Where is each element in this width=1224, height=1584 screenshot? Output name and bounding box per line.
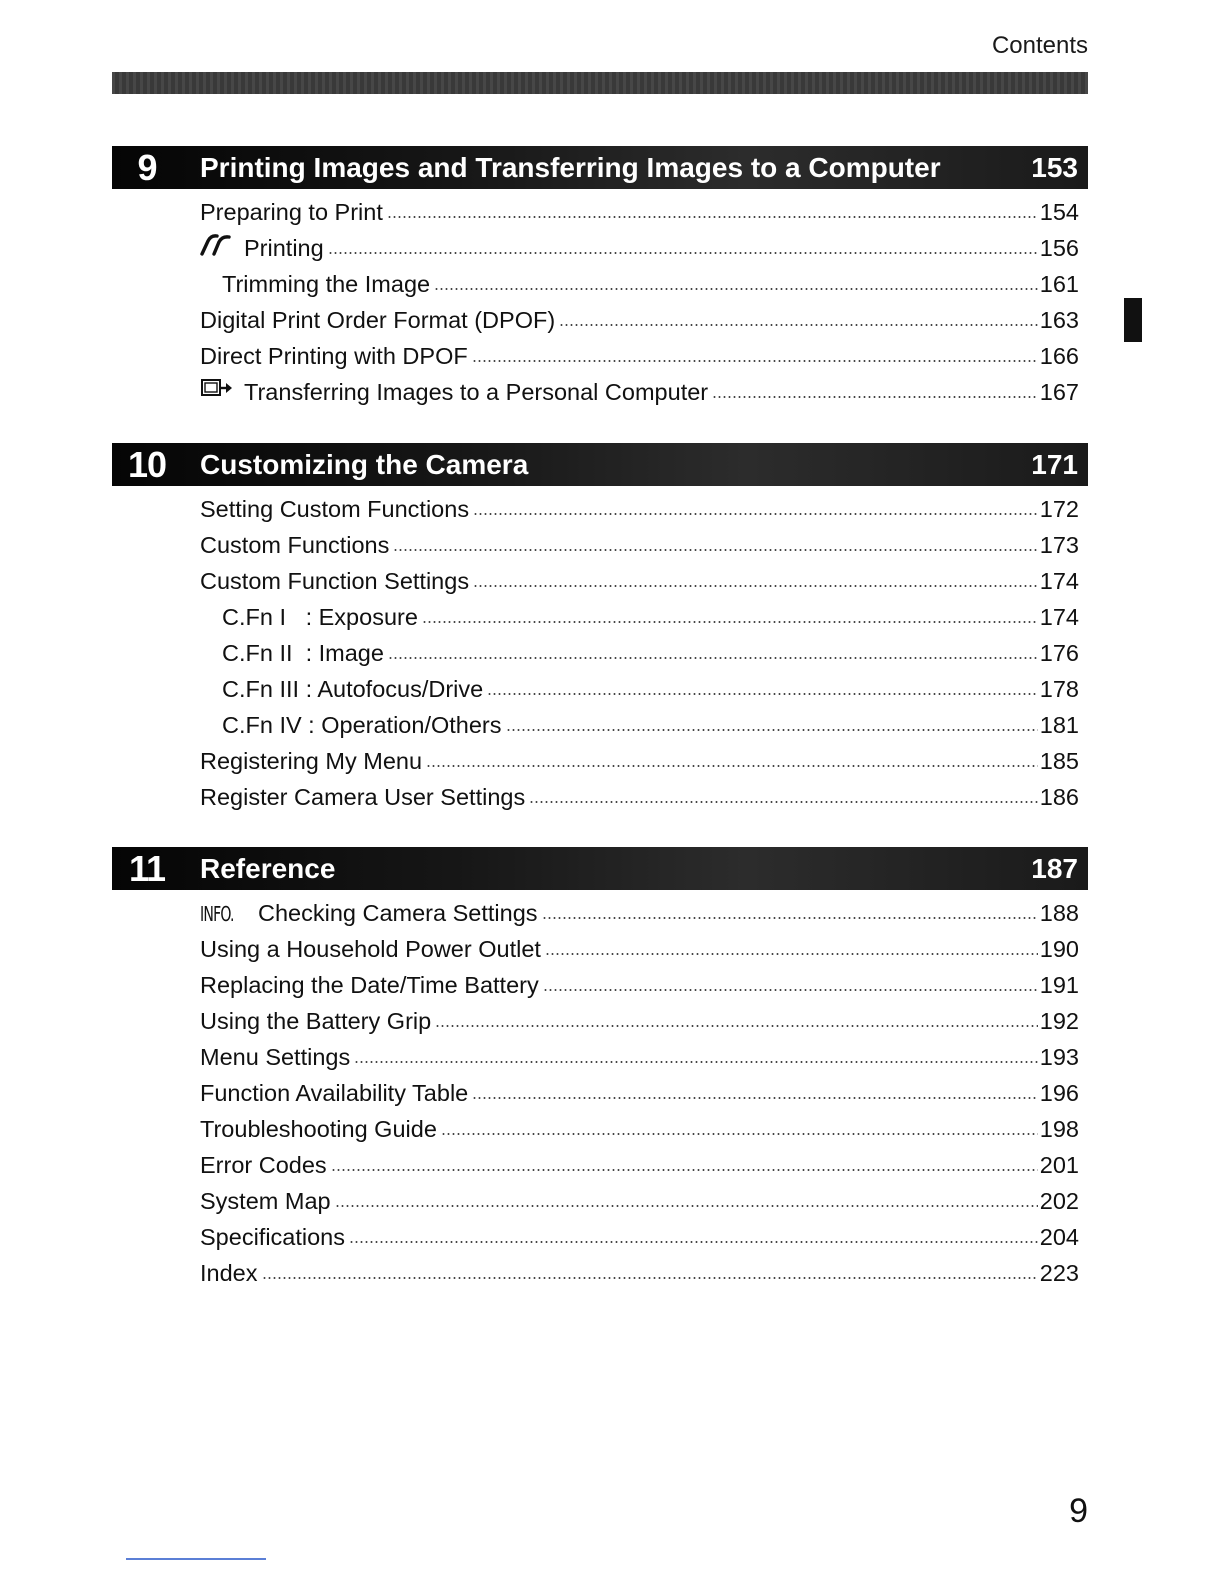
toc-entry-page: 201 [1039, 1152, 1079, 1178]
dot-leader [559, 323, 1038, 327]
page-number: 9 [1069, 1492, 1088, 1530]
dot-leader [354, 1060, 1038, 1064]
toc-entry-label: Troubleshooting Guide [200, 1116, 437, 1142]
toc-entry-page: 202 [1039, 1188, 1079, 1214]
chapter-heading-bar[interactable] [112, 847, 1088, 890]
toc-entry-label: Specifications [200, 1224, 345, 1250]
toc-entry[interactable] [200, 779, 1079, 815]
dot-leader [393, 548, 1037, 552]
toc-entry-label: Using the Battery Grip [200, 1008, 432, 1034]
toc-entry-page: 193 [1039, 1044, 1079, 1070]
toc-entry-label: Index [200, 1260, 258, 1286]
toc-entry-label: Direct Printing with DPOF [200, 343, 468, 369]
dot-leader [529, 800, 1038, 804]
toc-entry-page: 174 [1039, 568, 1079, 594]
toc-entry-label: Register Camera User Settings [200, 784, 526, 810]
dot-leader [434, 287, 1038, 291]
toc-entry[interactable] [200, 1003, 1079, 1039]
chapter-heading-bar[interactable] [112, 443, 1088, 486]
toc-entry-page: 192 [1039, 1008, 1079, 1034]
chapter-9 [112, 146, 1088, 410]
toc-entry-page: 156 [1039, 235, 1079, 261]
dot-leader [388, 656, 1038, 660]
toc-entry-page: 161 [1039, 271, 1079, 297]
dot-leader [387, 215, 1038, 219]
toc-subentry[interactable] [222, 599, 1079, 635]
toc-entry-label: C.Fn IV : Operation/Others [222, 712, 502, 738]
toc-entry[interactable] [200, 1075, 1079, 1111]
toc-entry[interactable] [200, 1183, 1079, 1219]
running-head-title: Contents [991, 32, 1088, 59]
toc-entry-page: 196 [1039, 1080, 1079, 1106]
toc-entry[interactable] [200, 967, 1079, 1003]
toc-entry-label: Printing [244, 235, 324, 261]
toc-entry-label: Transferring Images to a Personal Computer [244, 379, 709, 405]
toc-entry-page: 172 [1039, 496, 1079, 522]
toc-entry-page: 190 [1039, 936, 1079, 962]
chapter-10 [112, 443, 1088, 815]
toc-entry-list [112, 895, 1088, 1291]
chapter-title: Reference [200, 852, 336, 884]
toc-entry-label: Menu Settings [200, 1044, 351, 1070]
dot-leader [441, 1132, 1038, 1136]
chapter-11 [112, 847, 1088, 1291]
toc-entry-list [112, 491, 1088, 815]
toc-subentry[interactable] [222, 635, 1079, 671]
toc-entry[interactable] [200, 302, 1079, 338]
toc-entry-page: 163 [1039, 307, 1079, 333]
footer-rule [126, 1558, 266, 1560]
chapter-page: 153 [1031, 151, 1078, 183]
toc-subentry[interactable] [222, 707, 1079, 743]
toc-entry-list [112, 194, 1088, 410]
toc-entry-label: Trimming the Image [222, 271, 431, 297]
toc-entry-label: Checking Camera Settings [258, 900, 538, 926]
chapter-title: Customizing the Camera [200, 448, 529, 480]
toc-entry-label: Setting Custom Functions [200, 496, 470, 522]
dot-leader [472, 359, 1038, 363]
pictbridge-print-icon [200, 230, 234, 266]
chapter-page: 187 [1031, 852, 1078, 884]
toc-subentry[interactable] [222, 671, 1079, 707]
dot-leader [473, 584, 1038, 588]
dot-leader [435, 1024, 1038, 1028]
toc-entry-label: C.Fn III : Autofocus/Drive [222, 676, 484, 702]
toc-entry[interactable] [200, 1111, 1079, 1147]
dot-leader [335, 1204, 1038, 1208]
dot-leader [349, 1240, 1038, 1244]
toc-entry-page: 178 [1039, 676, 1079, 702]
chapter-number: 9 [137, 146, 157, 188]
toc-entry[interactable] [200, 895, 1079, 931]
toc-entry[interactable] [200, 230, 1079, 266]
toc-entry-page: 166 [1039, 343, 1079, 369]
toc-entry-label: Error Codes [200, 1152, 327, 1178]
toc-entry-page: 181 [1039, 712, 1079, 738]
dot-leader [472, 1096, 1038, 1100]
toc-entry[interactable] [200, 563, 1079, 599]
toc-entry[interactable] [200, 1147, 1079, 1183]
dot-leader [473, 512, 1038, 516]
dot-leader [487, 692, 1038, 696]
toc-entry-label: C.Fn I : Exposure [222, 604, 418, 630]
toc-subentry[interactable] [222, 266, 1079, 302]
dot-leader [506, 728, 1038, 732]
chapter-heading-bar[interactable] [112, 146, 1088, 189]
toc-entry-page: 191 [1039, 972, 1079, 998]
toc-entry-page: 173 [1039, 532, 1079, 558]
toc-entry[interactable] [200, 338, 1079, 374]
toc-entry[interactable] [200, 1255, 1079, 1291]
dot-leader [712, 395, 1038, 399]
transfer-to-computer-icon [200, 374, 234, 410]
toc-entry-label: Registering My Menu [200, 748, 423, 774]
toc-entry-label: Using a Household Power Outlet [200, 936, 541, 962]
toc-entry[interactable] [200, 1039, 1079, 1075]
toc-entry-page: 154 [1039, 199, 1079, 225]
chapter-thumb-tab [1124, 298, 1142, 342]
toc-entry-page: 188 [1039, 900, 1079, 926]
toc-entry-label: Custom Functions [200, 532, 390, 558]
dot-leader [328, 251, 1038, 255]
toc-entry-label: C.Fn II : Image [222, 640, 384, 666]
toc-entry-label: Replacing the Date/Time Battery [200, 972, 539, 998]
toc-entry[interactable] [200, 931, 1079, 967]
toc-entry-page: 185 [1039, 748, 1079, 774]
info-button-label: INFO. [200, 902, 234, 926]
toc-entry-page: 198 [1039, 1116, 1079, 1142]
dot-leader [426, 764, 1038, 768]
dot-leader [545, 952, 1038, 956]
header-band [112, 72, 1088, 94]
toc-entry[interactable] [200, 1219, 1079, 1255]
dot-leader [543, 988, 1038, 992]
toc-entry-label: Preparing to Print [200, 199, 383, 225]
dot-leader [542, 916, 1038, 920]
toc-entry[interactable] [200, 743, 1079, 779]
chapter-number: 10 [127, 443, 167, 485]
toc-entry-label: System Map [200, 1188, 331, 1214]
toc-entry[interactable] [200, 491, 1079, 527]
chapter-page: 171 [1031, 448, 1078, 480]
toc-entry-page: 223 [1039, 1260, 1079, 1286]
dot-leader [331, 1168, 1038, 1172]
toc-entry-label: Digital Print Order Format (DPOF) [200, 307, 556, 333]
chapter-title: Printing Images and Transferring Images to a Computer [200, 151, 941, 183]
toc-entry-label: Custom Function Settings [200, 568, 470, 594]
toc-entry[interactable] [200, 374, 1079, 410]
toc-entry-page: 176 [1039, 640, 1079, 666]
dot-leader [422, 620, 1038, 624]
dot-leader [262, 1276, 1038, 1280]
toc-entry[interactable] [200, 527, 1079, 563]
toc-entry-page: 167 [1039, 379, 1079, 405]
toc-entry[interactable] [200, 194, 1079, 230]
toc-entry-page: 204 [1039, 1224, 1079, 1250]
chapter-number: 11 [128, 847, 166, 889]
toc-entry-page: 186 [1039, 784, 1079, 810]
toc-entry-label: Function Availability Table [200, 1080, 469, 1106]
toc-entry-page: 174 [1039, 604, 1079, 630]
